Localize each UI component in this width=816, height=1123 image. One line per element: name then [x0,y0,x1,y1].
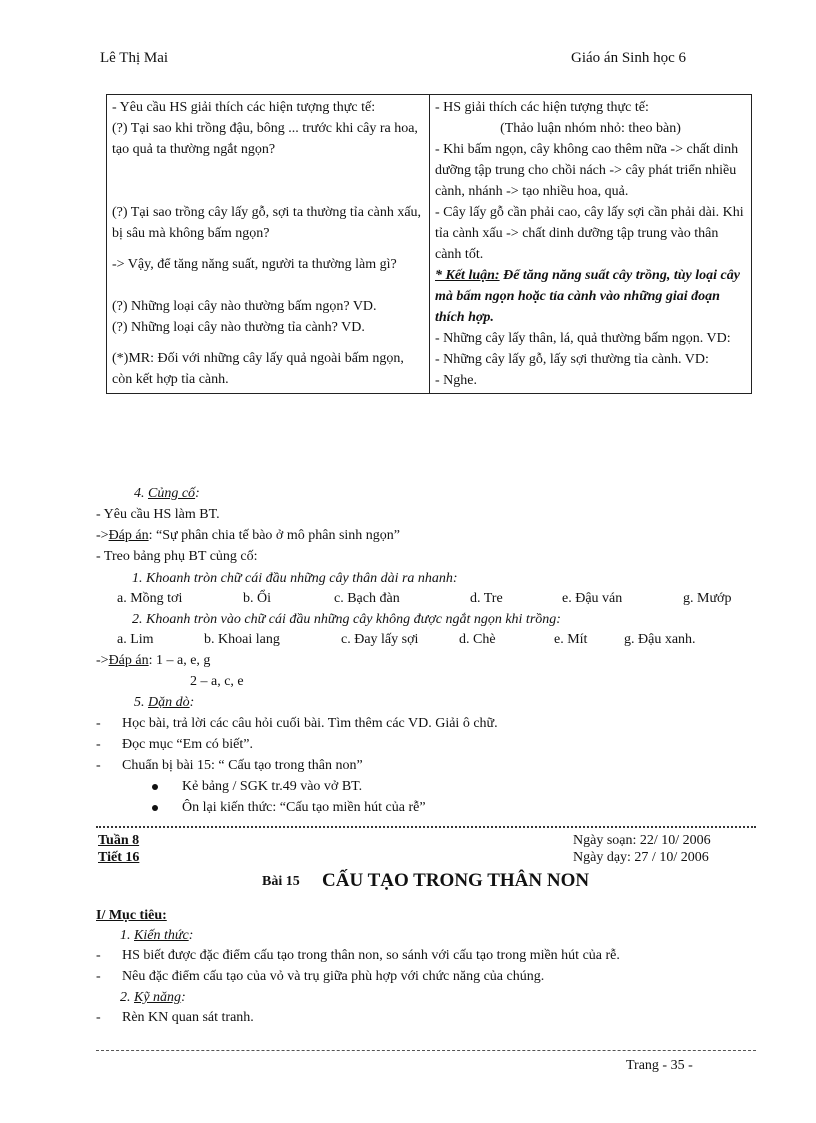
q1-option: g. Mướp [683,591,732,606]
lesson-number: Bài 15 [262,874,300,889]
q2-option: e. Mít [554,632,588,647]
consolidation-line: - Yêu cầu HS làm BT. [96,507,220,522]
student-line: (Thảo luận nhóm nhỏ: theo bàn) [500,121,681,136]
conclusion-label: * Kết luận: [435,268,500,283]
author-name: Lê Thị Mai [100,50,169,66]
conclusion-text [435,265,746,328]
objective-line: - Rèn KN quan sát tranh. [96,1010,254,1025]
homework-line: - Chuẩn bị bài 15: “ Cấu tạo trong thân non” [96,758,363,773]
teacher-line: (?) Tại sao khi trồng đậu, bông ... trước khi cây ra hoa, tạo quả ta thường ngắt ngọn? [112,121,418,157]
period-label: Tiết 16 [98,850,140,865]
student-line: - HS giải thích các hiện tượng thực tế: [435,100,649,115]
q1-option: e. Đậu ván [562,591,623,606]
q1-option: d. Tre [470,591,503,606]
homework-bullet: Kẻ bảng / SGK tr.49 vào vở BT. [152,777,758,797]
homework-line: - Học bài, trả lời các câu hỏi cuối bài. Tìm thêm các VD. Giải ô chữ. [96,716,498,731]
q1-option: a. Mồng tơi [117,591,183,606]
prep-date: Ngày soạn: 22/ 10/ 2006 [573,833,711,848]
student-line: - Nghe. [435,373,477,388]
objective-line: - HS biết được đặc điểm cấu tạo trong thân non, so sánh với cấu tạo trong miền hút của rễ. [96,948,620,963]
objectives-heading: I/ Mục tiêu: [96,908,167,923]
question-1: 1. Khoanh tròn chữ cái đầu những cây thân dài ra nhanh: [132,571,458,586]
question-2: 2. Khoanh tròn vào chữ cái đầu những cây không được ngắt ngọn khi trồng: [132,612,561,627]
teacher-line: -> Vậy, để tăng năng suất, người ta thường làm gì? [112,257,397,272]
teacher-line: - Yêu cầu HS giải thích các hiện tượng thực tế: [112,100,376,115]
q1-option: c. Bạch đàn [334,591,400,606]
teacher-line: (?) Những loại cây nào thường bấm ngọn? VD. [112,299,377,314]
student-line: - Khi bấm ngọn, cây không cao thêm nữa -> chất dinh dưỡng tập trung cho chồi nách -> cây phát triển nhiều cành, nhánh -> tạo nhiều hoa, quả. [435,142,739,199]
section-5-heading: 5. Dặn dò: [134,695,195,710]
knowledge-heading: 1. Kiến thức: [120,928,194,943]
teacher-activity-cell [107,95,430,394]
activity-table [106,94,752,394]
q1-option: b. Ổi [243,591,271,606]
answer-line: ->Đáp án: “Sự phân chia tế bào ở mô phân sinh ngọn” [96,528,400,543]
q2-option: d. Chè [459,632,496,647]
consolidation-line: - Treo bảng phụ BT củng cố: [96,549,258,564]
q2-option: c. Đay lấy sợi [341,632,419,647]
section-4-heading: 4. Củng cố: [134,486,200,501]
page-number: Trang - 35 - [626,1058,693,1073]
student-line: - Cây lấy gỗ cần phải cao, cây lấy sợi cần phải dài. Khi tỉa cành xấu -> chất dinh dưỡng tập trung vào thân cành tốt. [435,205,744,262]
week-label: Tuần 8 [98,833,140,848]
document-subject: Giáo án Sinh học 6 [571,50,686,66]
bullet-icon [152,805,158,811]
answer-key-1: ->Đáp án: 1 – a, e, g [96,653,211,668]
answer-key-2: 2 – a, c, e [190,674,244,689]
student-line: - Những cây lấy thân, lá, quả thường bấm ngọn. VD: [435,331,731,346]
teacher-line: (?) Những loại cây nào thường tỉa cành? VD. [112,320,365,335]
lesson-title: CẤU TẠO TRONG THÂN NON [322,870,590,891]
q2-option: a. Lim [117,632,154,647]
q2-option: b. Khoai lang [204,632,280,647]
q2-option: g. Đậu xanh. [624,632,696,647]
teach-date: Ngày dạy: 27 / 10/ 2006 [573,850,709,865]
skills-heading: 2. Kỹ năng: [120,990,186,1005]
objective-line: - Nêu đặc điểm cấu tạo của vỏ và trụ giữa phù hợp với chức năng của chúng. [96,969,545,984]
footer-rule [96,1050,756,1051]
student-activity-cell [430,95,752,394]
student-line: - Những cây lấy gỗ, lấy sợi thường tỉa cành. VD: [435,352,709,367]
bullet-icon [152,784,158,790]
homework-line: - Đọc mục “Em có biết”. [96,737,254,752]
section-separator [96,826,756,828]
conclusion-body: Để tăng năng suất cây trồng, tùy loại cây mà bấm ngọn hoặc tỉa cành vào những giai đoạn thích hợp. [435,268,740,325]
teacher-line: (*)MR: Đối với những cây lấy quả ngoài bấm ngọn, còn kết hợp tỉa cành. [112,351,404,387]
homework-bullet: Ôn lại kiến thức: “Cấu tạo miền hút của rễ” [152,798,758,818]
teacher-line: (?) Tại sao trồng cây lấy gỗ, sợi ta thường tỉa cành xấu, bị sâu mà không bấm ngọn? [112,205,422,241]
